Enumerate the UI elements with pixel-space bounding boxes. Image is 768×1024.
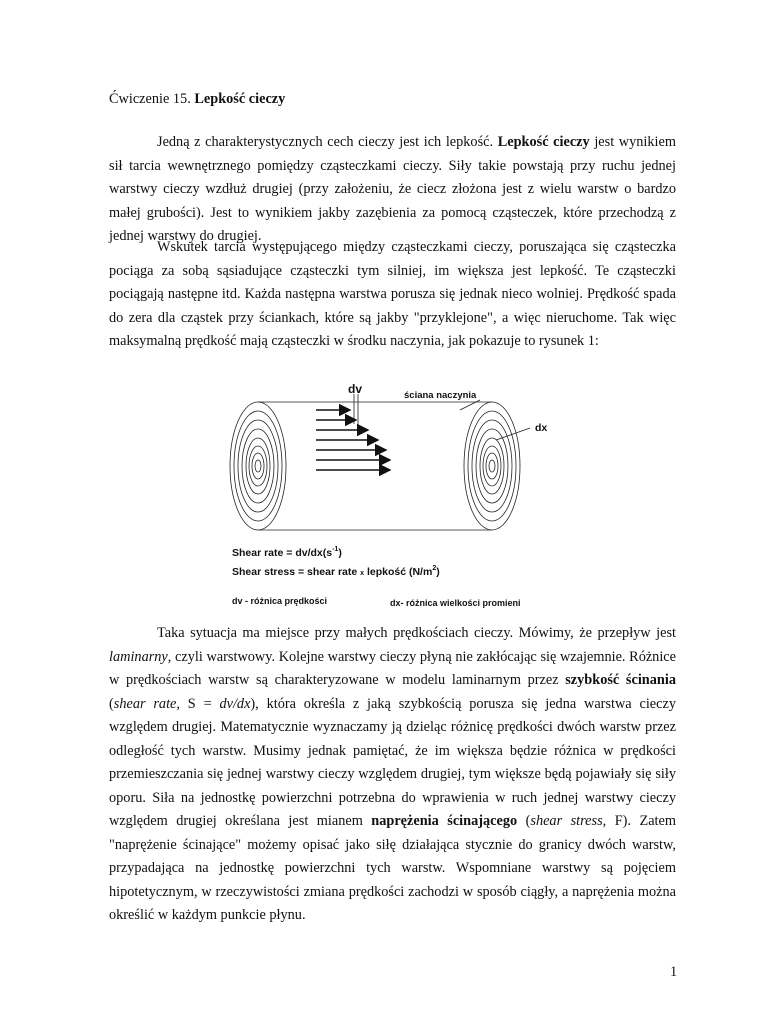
- term-viscosity: Lepkość cieczy: [497, 134, 590, 150]
- vessel-wall-label: ściana naczynia: [404, 390, 477, 401]
- paragraph-friction: Wskutek tarcia występującego między cząsteczkami cieczy, poruszająca się cząsteczka pociąga za sobą sąsiadujące cząsteczki tym silniej, im większa jest lepkość. Te cząsteczki pociągają następne itd. Każda następna warstwa porusza się jednak nieco wolniej. Prędkość spada do zera dla cząstek przy ściankach, które są jakby "przyklejone", a więc nieruchome. Tak więc maksymalną prędkość mają cząsteczki w środku naczynia, jak pokazuje to rysunek 1:: [109, 239, 676, 349]
- wall-pointer: [460, 400, 480, 410]
- shear-stress-formula: Shear stress = shear rate x lepkość $(N/m^2)$: [232, 565, 440, 578]
- exercise-topic: Lepkość cieczy: [194, 91, 286, 107]
- shear-rate-formula: Shear rate = $dv/dx(s^{-1})$: [232, 546, 342, 559]
- paragraph-laminar: Taka sytuacja ma miejsce przy małych prędkościach cieczy. Mówimy, że przepływ jest laminarny, czyli warstwowy. Kolejne warstwy cieczy płyną nie zakłócając się wzajemnie. Różnice w prędkościach warstw są charakteryzowane w modelu laminarnym przez szybkość ścinania (shear rate, S = dv/dx), która określa z jaką szybkością porusza się jedna warstwa cieczy względem drugiej. Matematycznie wyznaczamy ją dzieląc różnicę prędkości dwóch warstw przez odległość tych warstw. Musimy jednak pamiętać, że im większa będzie różnica w prędkości przemieszczania się jednej warstwy cieczy względem drugiej, tym większe będą pojawiały się siły oporu. Siła na jednostkę powierzchni potrzebna do wprawienia w ruch jednej warstwy cieczy względem drugiej określana jest mianem naprężenia ścinającego (shear stress, F). Zatem "naprężenie ścinające" możemy opisać jako siłę działająca stycznie do granicy dwóch warstw, przypadająca na jednostkę powierzchni tych warstw. Wspomniane warstwy są pojęciem hipotetycznym, w rzeczywistości zmiana prędkości zachodzi w sposób ciągły, a naprężenia można określić w każdym punkcie płynu.: [109, 625, 676, 923]
- pipe-diagram: [228, 378, 568, 614]
- dx-definition: dx- różnica wielkości promieni: [390, 598, 521, 608]
- velocity-arrows: [316, 410, 390, 470]
- right-end-rings: [464, 402, 520, 530]
- left-end-rings: [230, 402, 286, 530]
- exercise-number: Ćwiczenie 15.: [109, 91, 195, 107]
- term-shear-rate: szybkość ścinania: [565, 672, 676, 688]
- term-laminar: laminarny: [109, 648, 168, 665]
- dv-label: dv: [348, 382, 363, 396]
- figure-laminar-flow: [228, 378, 568, 614]
- exercise-title: [109, 91, 285, 108]
- term-shear-stress: naprężenia ścinającego: [371, 813, 518, 829]
- dv-definition: dv - różnica prędkości: [232, 596, 328, 606]
- dx-label: dx: [535, 422, 548, 434]
- page-number: 1: [670, 964, 678, 980]
- paragraph-viscosity-intro: Jedną z charakterystycznych cech cieczy jest ich lepkość. Lepkość cieczy jest wynikiem sił tarcia wewnętrznego pomiędzy cząsteczkami cieczy. Siły takie powstają przy ruchu jednej warstwy cieczy wzdłuż drugiej (przy założeniu, że ciecz złożona jest z wielu warstw o bardzo małej grubości). Jest to wynikiem jakby zazębienia za pomocą cząsteczek, które przechodzą z jednej warstwy do drugiej.: [109, 134, 676, 244]
